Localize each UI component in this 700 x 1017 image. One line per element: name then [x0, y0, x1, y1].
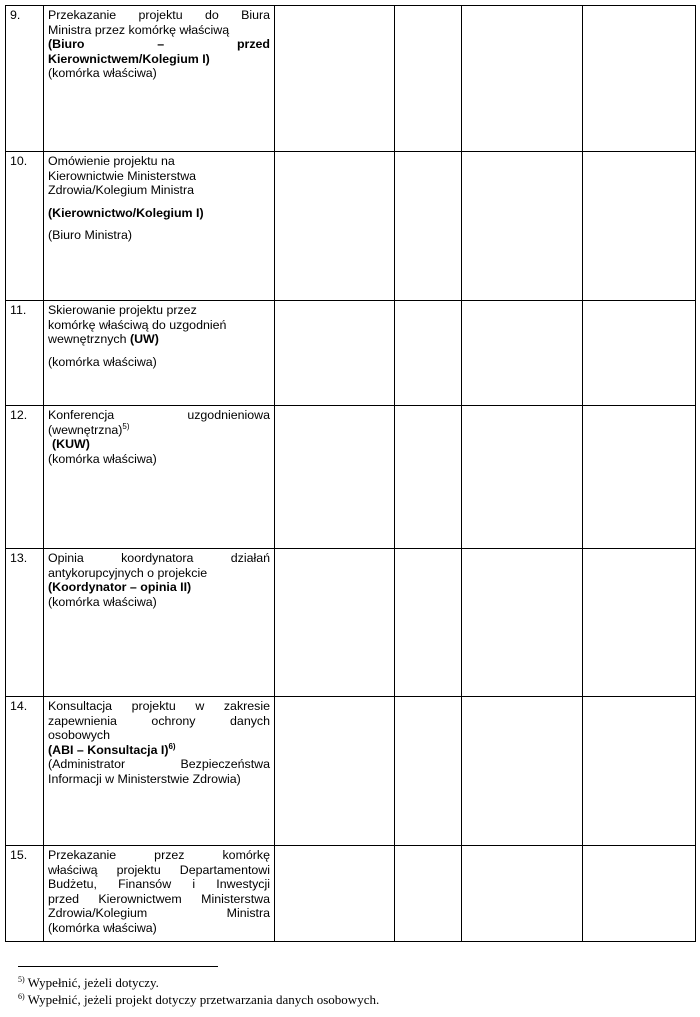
footnote-separator — [18, 966, 218, 967]
empty-cell — [275, 697, 395, 846]
empty-cell — [275, 301, 395, 406]
footnote-ref: 5) — [122, 421, 130, 431]
step-description — [44, 406, 275, 549]
row-number: 9. — [6, 6, 44, 152]
desc-bold-line: Kierownictwem/Kolegium I) — [48, 51, 210, 66]
footnote-ref: 6) — [168, 741, 176, 751]
desc-line: osobowych — [48, 728, 110, 743]
empty-cell — [275, 152, 395, 301]
table-row — [6, 846, 696, 942]
empty-cell — [462, 549, 583, 697]
table-row — [6, 406, 696, 549]
table-row — [6, 697, 696, 846]
empty-cell — [462, 152, 583, 301]
desc-bold-inline: (UW) — [129, 332, 159, 347]
desc-line: Konsultacja projektu w zakresie — [48, 699, 270, 713]
step-description — [44, 846, 275, 942]
desc-line: Zdrowia/Kolegium Ministra — [48, 906, 270, 921]
step-description — [44, 697, 275, 846]
desc-bold-line: (KUW) — [52, 437, 90, 452]
responsible-unit: Informacji w Ministerstwie Zdrowia) — [48, 771, 241, 786]
empty-cell — [395, 846, 462, 942]
responsible-unit: (Biuro Ministra) — [48, 228, 132, 243]
desc-line: Kierownictwie Ministerstwa — [48, 168, 197, 183]
footnote-text: Wypełnić, jeżeli projekt dotyczy przetwarzania danych osobowych. — [24, 992, 380, 1007]
empty-cell — [583, 301, 696, 406]
desc-line: Omówienie projektu na — [48, 154, 175, 168]
row-number: 11. — [6, 301, 44, 406]
desc-bold-line: (Biuro – przed — [48, 37, 270, 52]
table-row — [6, 152, 696, 301]
desc-text: (wewnętrzna) — [48, 422, 123, 437]
empty-cell — [583, 697, 696, 846]
step-description — [44, 152, 275, 301]
empty-cell — [275, 549, 395, 697]
responsible-unit: (komórka właściwa) — [48, 66, 157, 81]
desc-line: właściwą projektu Departamentowi — [48, 862, 270, 877]
desc-line: zapewnienia ochrony danych — [48, 713, 270, 728]
footnote-mark: 5) — [18, 975, 25, 984]
desc-bold-text: (ABI – Konsultacja I) — [48, 742, 169, 757]
table-row — [6, 6, 696, 152]
step-description — [44, 6, 275, 152]
empty-cell — [462, 697, 583, 846]
desc-text: wewnętrznych — [48, 332, 127, 347]
desc-line: Ministra przez komórkę właściwą — [48, 22, 230, 37]
empty-cell — [462, 6, 583, 152]
responsible-unit: (komórka właściwa) — [48, 354, 157, 369]
responsible-unit: (Administrator Bezpieczeństwa — [48, 757, 270, 772]
empty-cell — [275, 406, 395, 549]
footnote-text: Wypełnić, jeżeli dotyczy. — [24, 975, 159, 990]
desc-line: Przekazanie przez komórkę — [48, 848, 270, 862]
row-number: 13. — [6, 549, 44, 697]
row-number: 14. — [6, 697, 44, 846]
desc-line: Skierowanie projektu przez — [48, 303, 197, 317]
empty-cell — [583, 846, 696, 942]
desc-line: Opinia koordynatora działań — [48, 551, 270, 565]
desc-line: Przekazanie projektu do Biura — [48, 8, 270, 22]
procedure-table — [5, 5, 696, 942]
row-number: 12. — [6, 406, 44, 549]
empty-cell — [395, 549, 462, 697]
desc-line: Konferencja uzgodnieniowa — [48, 408, 270, 422]
empty-cell — [275, 6, 395, 152]
responsible-unit: (komórka właściwa) — [48, 594, 157, 609]
empty-cell — [395, 6, 462, 152]
desc-line: antykorupcyjnych o projekcie — [48, 565, 208, 580]
desc-bold-line: (Kierownictwo/Kolegium I) — [48, 205, 204, 220]
empty-cell — [395, 406, 462, 549]
empty-cell — [462, 301, 583, 406]
desc-line — [48, 423, 270, 438]
table-row — [6, 301, 696, 406]
empty-cell — [583, 152, 696, 301]
empty-cell — [462, 406, 583, 549]
empty-cell — [395, 697, 462, 846]
desc-bold-line: (Koordynator – opinia II) — [48, 580, 192, 595]
table-row — [6, 549, 696, 697]
step-description — [44, 301, 275, 406]
footnote — [18, 975, 159, 991]
desc-line: Budżetu, Finansów i Inwestycji — [48, 877, 270, 892]
desc-line — [48, 332, 270, 347]
empty-cell — [462, 846, 583, 942]
empty-cell — [583, 406, 696, 549]
desc-line: Zdrowia/Kolegium Ministra — [48, 183, 194, 198]
responsible-unit: (komórka właściwa) — [48, 451, 157, 466]
footnote — [18, 992, 379, 1008]
desc-line: przed Kierownictwem Ministerstwa — [48, 891, 270, 906]
row-number: 15. — [6, 846, 44, 942]
responsible-unit: (komórka właściwa) — [48, 920, 157, 935]
step-description — [44, 549, 275, 697]
empty-cell — [395, 301, 462, 406]
empty-cell — [275, 846, 395, 942]
footnote-mark: 6) — [18, 992, 25, 1001]
empty-cell — [395, 152, 462, 301]
desc-line: komórkę właściwą do uzgodnień — [48, 317, 227, 332]
empty-cell — [583, 549, 696, 697]
desc-bold-line — [48, 743, 270, 758]
empty-cell — [583, 6, 696, 152]
row-number: 10. — [6, 152, 44, 301]
